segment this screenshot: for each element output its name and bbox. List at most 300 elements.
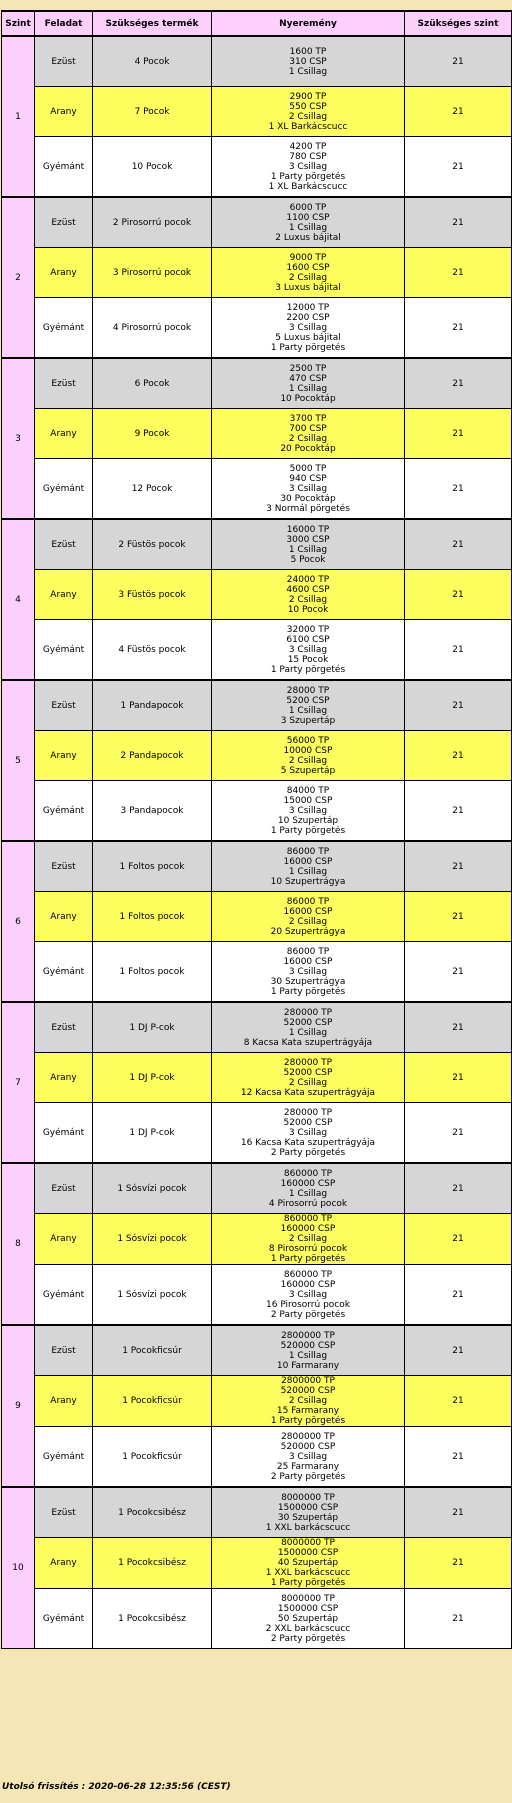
prize-cell: [212, 1589, 405, 1649]
prize-cell: [212, 1163, 405, 1214]
prize-line: 520000 CSP: [280, 1441, 336, 1452]
required-level-cell: 21: [405, 570, 512, 620]
table-row: [2, 1163, 512, 1214]
prize-cell: [212, 1427, 405, 1488]
required-level-cell: 21: [405, 1325, 512, 1376]
product-cell: 3 Pandapocok: [93, 781, 212, 842]
table-row: [2, 1376, 512, 1427]
required-level-cell: 21: [405, 1002, 512, 1053]
prize-line: 2 Party pörgetés: [270, 1471, 346, 1482]
product-cell: 1 Pocokcsibész: [93, 1589, 212, 1649]
level-cell: 1: [2, 36, 35, 197]
prize-cell: [212, 1002, 405, 1053]
prize-cell: [212, 197, 405, 248]
prize-line: 8000000 TP: [281, 1593, 335, 1604]
product-cell: 1 Foltos pocok: [93, 841, 212, 892]
prize-line: 2 Csillag: [288, 1234, 328, 1244]
prize-line: 1 Party pörgetés: [270, 1254, 346, 1264]
prize-cell: [212, 1103, 405, 1164]
prize-line: 3 Csillag: [288, 966, 328, 977]
required-level-cell: 21: [405, 841, 512, 892]
prize-line: 550 CSP: [289, 101, 327, 112]
prize-cell: [212, 459, 405, 520]
required-level-cell: 21: [405, 1427, 512, 1488]
product-cell: 1 DJ P-cok: [93, 1002, 212, 1053]
level-cell: 6: [2, 841, 35, 1002]
prize-line: 16000 CSP: [283, 856, 333, 867]
table-row: [2, 1103, 512, 1164]
required-level-cell: 21: [405, 1589, 512, 1649]
prize-line: 2 Party pörgetés: [270, 1309, 346, 1320]
prize-line: 1 Party pörgetés: [270, 664, 346, 675]
prize-line: 3 Szupertáp: [280, 715, 336, 726]
prize-line: 160000 CSP: [280, 1224, 336, 1234]
prize-line: 52000 CSP: [283, 1017, 333, 1028]
prize-line: 6000 TP: [289, 202, 327, 213]
product-cell: 1 Sósvízi pocok: [93, 1214, 212, 1265]
product-cell: 1 Pandapocok: [93, 680, 212, 731]
task-cell: Gyémánt: [35, 459, 93, 520]
task-cell: Ezüst: [35, 1002, 93, 1053]
prize-line: 860000 TP: [283, 1269, 333, 1280]
prize-line: 1600 TP: [289, 46, 327, 57]
prize-line: 3 Csillag: [288, 161, 328, 172]
product-cell: 1 Pocokcsibész: [93, 1487, 212, 1538]
prize-line: 9000 TP: [289, 252, 327, 263]
prize-line: 3 Csillag: [288, 1451, 328, 1462]
prize-cell: [212, 1376, 405, 1427]
product-cell: 1 DJ P-cok: [93, 1053, 212, 1103]
prize-line: 24000 TP: [286, 574, 330, 585]
header-szukseges-szint: Szükséges szint: [405, 11, 512, 36]
table-header-row: [2, 11, 512, 36]
required-level-cell: 21: [405, 620, 512, 681]
prize-line: 3 Normál pörgetés: [266, 503, 350, 514]
task-cell: Ezüst: [35, 680, 93, 731]
product-cell: 2 Pandapocok: [93, 731, 212, 781]
task-cell: Ezüst: [35, 358, 93, 409]
prize-line: 8000000 TP: [281, 1538, 335, 1548]
table-row: [2, 1487, 512, 1538]
task-cell: Gyémánt: [35, 1103, 93, 1164]
task-cell: Gyémánt: [35, 620, 93, 681]
prize-line: 860000 TP: [283, 1168, 333, 1179]
prize-line: 2500 TP: [289, 363, 327, 374]
required-level-cell: 21: [405, 942, 512, 1003]
task-cell: Ezüst: [35, 1325, 93, 1376]
task-cell: Arany: [35, 87, 93, 137]
prize-line: 10000 CSP: [283, 745, 333, 756]
prize-line: 1 Csillag: [288, 1027, 328, 1038]
header-szukseges-termek: Szükséges termék: [93, 11, 212, 36]
table-row: [2, 459, 512, 520]
prize-line: 28000 TP: [286, 685, 330, 696]
prize-line: 700 CSP: [289, 423, 327, 434]
prize-line: 15000 CSP: [283, 795, 333, 806]
product-cell: 1 Pocokficsúr: [93, 1376, 212, 1427]
prize-line: 1 Csillag: [288, 66, 328, 77]
required-level-cell: 21: [405, 680, 512, 731]
product-cell: 12 Pocok: [93, 459, 212, 520]
prize-line: 2 Csillag: [288, 755, 328, 766]
required-level-cell: 21: [405, 36, 512, 87]
product-cell: 1 Pocokficsúr: [93, 1427, 212, 1488]
prize-line: 1 Csillag: [288, 705, 328, 716]
prize-line: 1 Party pörgetés: [270, 171, 346, 182]
table-row: [2, 1053, 512, 1103]
table-row: [2, 248, 512, 298]
task-cell: Ezüst: [35, 1487, 93, 1538]
prize-line: 2 Party pörgetés: [270, 1147, 346, 1158]
task-cell: Arany: [35, 409, 93, 459]
prize-line: 2900 TP: [289, 91, 327, 102]
product-cell: 3 Pirosorrú pocok: [93, 248, 212, 298]
table-row: [2, 87, 512, 137]
prize-cell: [212, 781, 405, 842]
task-cell: Gyémánt: [35, 1265, 93, 1326]
prize-line: 160000 CSP: [280, 1178, 336, 1189]
prize-line: 3 Csillag: [288, 1127, 328, 1138]
prize-line: 4600 CSP: [286, 584, 330, 595]
task-cell: Gyémánt: [35, 298, 93, 359]
prize-line: 10 Pocoktáp: [280, 393, 336, 404]
required-level-cell: 21: [405, 731, 512, 781]
product-cell: 9 Pocok: [93, 409, 212, 459]
level-cell: 2: [2, 197, 35, 358]
prize-cell: [212, 620, 405, 681]
task-cell: Gyémánt: [35, 137, 93, 198]
prize-line: 3 Luxus bájital: [275, 282, 341, 293]
prize-cell: [212, 731, 405, 781]
task-cell: Arany: [35, 1214, 93, 1265]
prize-line: 1500000 CSP: [277, 1548, 339, 1558]
header-szint: Szint: [2, 11, 35, 36]
table-row: [2, 1325, 512, 1376]
header-nyeremeny: Nyeremény: [212, 11, 405, 36]
table-row: [2, 892, 512, 942]
prize-line: 10 Szupertáp: [277, 815, 339, 826]
prize-cell: [212, 680, 405, 731]
product-cell: 1 DJ P-cok: [93, 1103, 212, 1164]
prize-line: 86000 TP: [286, 946, 330, 957]
task-cell: Ezüst: [35, 197, 93, 248]
prize-cell: [212, 248, 405, 298]
prize-line: 50 Szupertáp: [277, 1613, 339, 1624]
prize-line: 1 XL Barkácscucc: [268, 121, 348, 132]
prize-line: 2 Csillag: [288, 433, 328, 444]
prize-cell: [212, 570, 405, 620]
required-level-cell: 21: [405, 1538, 512, 1589]
header-feladat: Feladat: [35, 11, 93, 36]
prize-line: 15 Pocok: [287, 654, 329, 665]
product-cell: 1 Sósvízi pocok: [93, 1163, 212, 1214]
prize-line: 1 Csillag: [288, 544, 328, 555]
prize-cell: [212, 1487, 405, 1538]
required-level-cell: 21: [405, 137, 512, 198]
task-cell: Gyémánt: [35, 1427, 93, 1488]
table-row: [2, 298, 512, 359]
prize-cell: [212, 942, 405, 1003]
level-cell: 4: [2, 519, 35, 680]
task-cell: Arany: [35, 1538, 93, 1589]
table-row: [2, 731, 512, 781]
prize-line: 1 Csillag: [288, 1350, 328, 1361]
prize-line: 4200 TP: [289, 141, 327, 152]
prize-line: 8000000 TP: [281, 1492, 335, 1503]
prize-line: 310 CSP: [289, 56, 327, 67]
prize-line: 1 Csillag: [288, 1188, 328, 1199]
table-row: [2, 137, 512, 198]
prize-line: 470 CSP: [289, 373, 327, 384]
product-cell: 1 Foltos pocok: [93, 892, 212, 942]
prize-line: 56000 TP: [286, 735, 330, 746]
task-cell: Gyémánt: [35, 781, 93, 842]
level-cell: 5: [2, 680, 35, 841]
prize-line: 2 Csillag: [288, 272, 328, 283]
required-level-cell: 21: [405, 248, 512, 298]
table-row: [2, 1214, 512, 1265]
required-level-cell: 21: [405, 1053, 512, 1103]
product-cell: 4 Füstös pocok: [93, 620, 212, 681]
task-cell: Ezüst: [35, 1163, 93, 1214]
product-cell: 10 Pocok: [93, 137, 212, 198]
prize-line: 2 Csillag: [288, 111, 328, 122]
prize-line: 30 Szupertáp: [277, 1512, 339, 1523]
prize-line: 16 Pirosorrú pocok: [266, 1299, 350, 1310]
prize-line: 3 Csillag: [288, 644, 328, 655]
prize-cell: [212, 36, 405, 87]
prize-cell: [212, 358, 405, 409]
required-level-cell: 21: [405, 1487, 512, 1538]
table-row: [2, 620, 512, 681]
table-row: [2, 409, 512, 459]
prize-line: 2 Party pörgetés: [270, 1633, 346, 1644]
task-cell: Arany: [35, 1053, 93, 1103]
prize-line: 20 Szupertrágya: [270, 926, 346, 937]
prize-line: 3000 CSP: [286, 534, 330, 545]
prize-cell: [212, 1214, 405, 1265]
prize-line: 2 Csillag: [288, 594, 328, 605]
prize-line: 10 Szupertrágya: [270, 876, 346, 887]
product-cell: 7 Pocok: [93, 87, 212, 137]
required-level-cell: 21: [405, 358, 512, 409]
prize-cell: [212, 519, 405, 570]
prize-line: 2 XXL barkácscucc: [265, 1623, 351, 1634]
task-cell: Gyémánt: [35, 942, 93, 1003]
prize-line: 2 Luxus bájital: [275, 232, 341, 243]
prize-line: 4 Pirosorrú pocok: [268, 1198, 348, 1209]
prize-line: 1 Party pörgetés: [270, 342, 346, 353]
prize-line: 8 Pirosorrú pocok: [268, 1244, 348, 1254]
prize-line: 3 Csillag: [288, 322, 328, 333]
required-level-cell: 21: [405, 197, 512, 248]
prize-line: 86000 TP: [286, 896, 330, 907]
table-row: [2, 1538, 512, 1589]
prize-line: 1 Csillag: [288, 383, 328, 394]
prize-line: 30 Szupertrágya: [270, 976, 346, 987]
required-level-cell: 21: [405, 1103, 512, 1164]
prize-cell: [212, 841, 405, 892]
prize-line: 15 Farmarany: [276, 1406, 340, 1416]
task-cell: Gyémánt: [35, 1589, 93, 1649]
prize-line: 20 Pocoktáp: [280, 443, 336, 454]
prize-line: 1 Party pörgetés: [270, 1578, 346, 1588]
prize-line: 3 Csillag: [288, 805, 328, 816]
prize-line: 1500000 CSP: [277, 1502, 339, 1513]
prize-line: 1600 CSP: [286, 262, 330, 273]
required-level-cell: 21: [405, 298, 512, 359]
table-body: [2, 36, 512, 1649]
table-row: [2, 358, 512, 409]
required-level-cell: 21: [405, 892, 512, 942]
prize-line: 3 Csillag: [288, 1289, 328, 1300]
product-cell: 1 Foltos pocok: [93, 942, 212, 1003]
prize-line: 2 Csillag: [288, 916, 328, 927]
task-cell: Ezüst: [35, 36, 93, 87]
prize-line: 5200 CSP: [286, 695, 330, 706]
prize-line: 30 Pocoktáp: [280, 493, 336, 504]
task-cell: Arany: [35, 248, 93, 298]
task-cell: Ezüst: [35, 841, 93, 892]
product-cell: 4 Pirosorrú pocok: [93, 298, 212, 359]
prize-line: 16000 CSP: [283, 906, 333, 917]
prize-line: 1 Party pörgetés: [270, 986, 346, 997]
prize-line: 2 Csillag: [288, 1396, 328, 1406]
prize-line: 16000 CSP: [283, 956, 333, 967]
last-updated: Utolsó frissítés : 2020-06-28 12:35:56 (CEST): [2, 1782, 231, 1792]
product-cell: 2 Pirosorrú pocok: [93, 197, 212, 248]
prize-cell: [212, 1053, 405, 1103]
prize-line: 32000 TP: [286, 624, 330, 635]
table-row: [2, 197, 512, 248]
prize-line: 1 Party pörgetés: [270, 1416, 346, 1426]
prize-line: 86000 TP: [286, 846, 330, 857]
required-level-cell: 21: [405, 87, 512, 137]
prize-line: 1 Csillag: [288, 866, 328, 877]
prize-cell: [212, 87, 405, 137]
prize-line: 780 CSP: [289, 151, 327, 162]
prize-line: 1 XXL barkácscucc: [265, 1568, 351, 1578]
task-cell: Arany: [35, 731, 93, 781]
required-level-cell: 21: [405, 1163, 512, 1214]
prize-line: 160000 CSP: [280, 1279, 336, 1290]
prize-line: 520000 CSP: [280, 1386, 336, 1396]
prize-line: 1 Party pörgetés: [270, 825, 346, 836]
product-cell: 1 Sósvízi pocok: [93, 1265, 212, 1326]
table-row: [2, 519, 512, 570]
prize-line: 52000 CSP: [283, 1117, 333, 1128]
level-cell: 3: [2, 358, 35, 519]
prize-cell: [212, 298, 405, 359]
prize-line: 1 XXL barkácscucc: [265, 1522, 351, 1533]
task-cell: Arany: [35, 570, 93, 620]
prize-line: 2800000 TP: [281, 1330, 335, 1341]
prize-line: 940 CSP: [289, 473, 327, 484]
level-cell: 10: [2, 1487, 35, 1649]
product-cell: 1 Pocokcsibész: [93, 1538, 212, 1589]
prize-line: 40 Szupertáp: [277, 1558, 339, 1568]
prize-cell: [212, 1538, 405, 1589]
required-level-cell: 21: [405, 519, 512, 570]
reward-table: [1, 10, 512, 1649]
prize-line: 280000 TP: [283, 1007, 333, 1018]
task-cell: Arany: [35, 1376, 93, 1427]
product-cell: 2 Füstös pocok: [93, 519, 212, 570]
product-cell: 6 Pocok: [93, 358, 212, 409]
prize-line: 10 Pocok: [287, 604, 329, 615]
table-row: [2, 942, 512, 1003]
prize-line: 1 XL Barkácscucc: [268, 181, 348, 192]
prize-line: 280000 TP: [283, 1107, 333, 1118]
prize-line: 12000 TP: [286, 302, 330, 313]
level-cell: 7: [2, 1002, 35, 1163]
prize-line: 5 Pocok: [290, 554, 326, 565]
prize-line: 3 Csillag: [288, 483, 328, 494]
table-row: [2, 680, 512, 731]
prize-line: 520000 CSP: [280, 1340, 336, 1351]
prize-line: 3700 TP: [289, 413, 327, 424]
prize-line: 5000 TP: [289, 463, 327, 474]
table-row: [2, 36, 512, 87]
table-row: [2, 781, 512, 842]
prize-cell: [212, 137, 405, 198]
prize-line: 2200 CSP: [286, 312, 330, 323]
prize-line: 1100 CSP: [286, 212, 330, 223]
prize-line: 1 Csillag: [288, 222, 328, 233]
prize-line: 2 Csillag: [288, 1077, 328, 1088]
required-level-cell: 21: [405, 781, 512, 842]
table-row: [2, 1002, 512, 1053]
task-cell: Ezüst: [35, 519, 93, 570]
prize-line: 12 Kacsa Kata szupertrágyája: [240, 1087, 376, 1098]
table-row: [2, 570, 512, 620]
table-row: [2, 841, 512, 892]
prize-line: 5 Luxus bájital: [275, 332, 341, 343]
prize-line: 5 Szupertáp: [280, 765, 336, 776]
product-cell: 4 Pocok: [93, 36, 212, 87]
prize-cell: [212, 892, 405, 942]
level-cell: 9: [2, 1325, 35, 1487]
prize-cell: [212, 1265, 405, 1326]
level-cell: 8: [2, 1163, 35, 1325]
prize-line: 860000 TP: [283, 1214, 333, 1224]
product-cell: 1 Pocokficsúr: [93, 1325, 212, 1376]
prize-cell: [212, 409, 405, 459]
required-level-cell: 21: [405, 1376, 512, 1427]
product-cell: 3 Füstös pocok: [93, 570, 212, 620]
prize-line: 280000 TP: [283, 1057, 333, 1068]
required-level-cell: 21: [405, 1214, 512, 1265]
prize-line: 2800000 TP: [281, 1376, 335, 1386]
table-row: [2, 1265, 512, 1326]
required-level-cell: 21: [405, 409, 512, 459]
table-row: [2, 1427, 512, 1488]
prize-cell: [212, 1325, 405, 1376]
task-cell: Arany: [35, 892, 93, 942]
required-level-cell: 21: [405, 1265, 512, 1326]
prize-line: 2800000 TP: [281, 1431, 335, 1442]
prize-line: 1500000 CSP: [277, 1603, 339, 1614]
prize-line: 16 Kacsa Kata szupertrágyája: [240, 1137, 376, 1148]
prize-line: 52000 CSP: [283, 1067, 333, 1078]
prize-line: 16000 TP: [286, 524, 330, 535]
table-row: [2, 1589, 512, 1649]
prize-line: 8 Kacsa Kata szupertrágyája: [243, 1037, 373, 1048]
prize-line: 25 Farmarany: [276, 1461, 340, 1472]
prize-line: 10 Farmarany: [276, 1360, 340, 1371]
prize-line: 84000 TP: [286, 785, 330, 796]
prize-line: 6100 CSP: [286, 634, 330, 645]
